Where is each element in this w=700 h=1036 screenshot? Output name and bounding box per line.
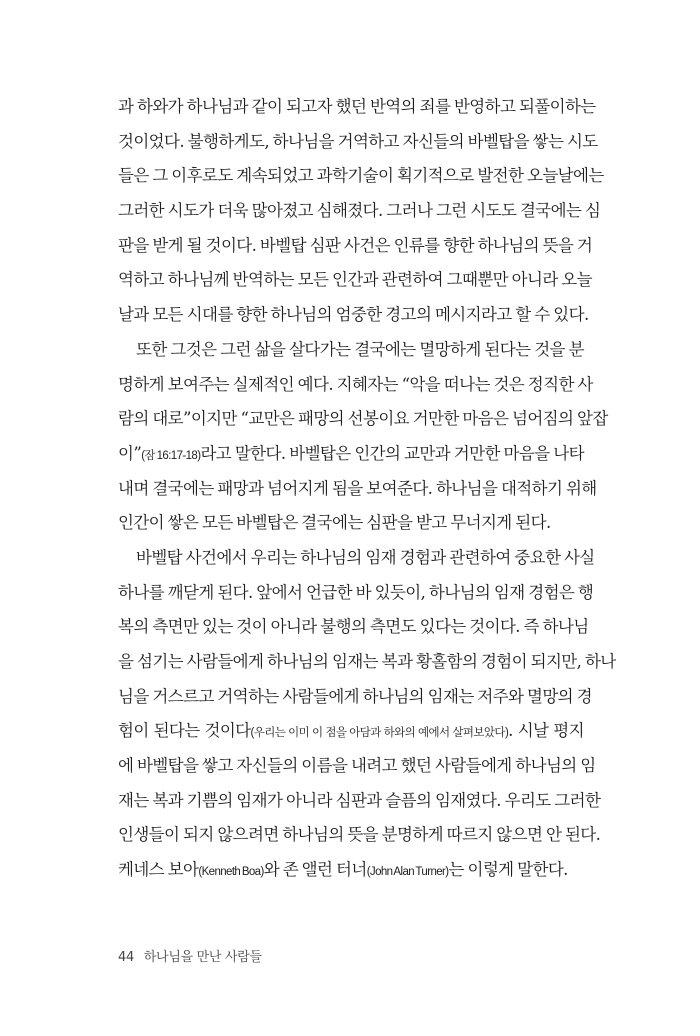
line-text: 험이 된다는 것이다 xyxy=(118,721,251,741)
text-line xyxy=(118,263,592,298)
text-line xyxy=(118,194,601,229)
text-line xyxy=(118,749,596,784)
text-line xyxy=(118,853,584,888)
text-line xyxy=(118,610,589,645)
text-line xyxy=(118,645,616,680)
body-text xyxy=(118,90,616,888)
text-line xyxy=(118,784,601,819)
line-text: 들은 그 이후로도 계속되었고 과학기술이 획기적으로 발전한 오늘날에는 xyxy=(118,166,604,186)
line-text: 또한 그것은 그런 삶을 살다가는 결국에는 멸망하게 된다는 것을 분 xyxy=(136,339,584,359)
text-line xyxy=(118,90,596,125)
text-line xyxy=(118,437,584,472)
line-text: 판을 받게 될 것이다. 바벨탑 심판 사건은 인류를 향한 하나님의 뜻을 거 xyxy=(118,235,593,255)
line-text: 그러한 시도가 더욱 많아졌고 심해졌다. 그러나 그런 시도도 결국에는 심 xyxy=(118,201,601,221)
line-text: 람의 대로”이지만 “교만은 패망의 선봉이요 거만한 마음은 넘어짐의 앞잡 xyxy=(118,409,608,429)
page-footer xyxy=(118,946,262,965)
line-text: 인간이 쌓은 모든 바벨탑은 결국에는 심판을 받고 무너지게 된다. xyxy=(118,513,551,533)
text-line xyxy=(118,125,598,160)
text-line xyxy=(118,680,592,715)
line-text: 님을 거스르고 거역하는 사람들에게 하나님의 임재는 저주와 멸망의 경 xyxy=(118,686,592,706)
page-number: 44 xyxy=(118,950,134,965)
line-text: . 시날 평지 xyxy=(508,721,584,741)
line-text: 것이었다. 불행하게도, 하나님을 거역하고 자신들의 바벨탑을 쌓는 시도 xyxy=(118,131,598,151)
text-line xyxy=(118,333,584,368)
text-line xyxy=(118,229,593,264)
text-line xyxy=(118,159,604,194)
text-line xyxy=(118,714,584,749)
line-text: 케네스 보아 xyxy=(118,860,199,880)
text-line xyxy=(118,506,584,541)
line-text: 과 하와가 하나님과 같이 되고자 했던 반역의 죄를 반영하고 되풀이하는 xyxy=(118,97,596,116)
text-line xyxy=(118,541,595,576)
line-text: 을 섬기는 사람들에게 하나님의 임재는 복과 황홀함의 경험이 되지만, 하나 xyxy=(118,652,616,671)
text-line xyxy=(118,402,608,437)
text-line xyxy=(118,576,594,611)
text-line xyxy=(118,818,601,853)
line-text: 에 바벨탑을 쌓고 자신들의 이름을 내려고 했던 사람들에게 하나님의 임 xyxy=(118,756,596,776)
inline-citation: (John Alan Turner) xyxy=(366,866,449,879)
inline-citation: (우리는 이미 이 점을 아담과 하와의 예에서 살펴보았다) xyxy=(250,727,509,740)
line-text: 복의 측면만 있는 것이 아니라 불행의 측면도 있다는 것이다. 즉 하나님 xyxy=(118,617,589,637)
line-text: 이” xyxy=(118,443,142,463)
line-text: 라고 말한다. 바벨탑은 인간의 교만과 거만한 마음을 나타 xyxy=(200,443,584,463)
line-text: 는 이렇게 말한다. xyxy=(448,860,568,880)
text-line xyxy=(118,472,597,507)
inline-citation: (Kenneth Boa) xyxy=(198,866,264,879)
line-text: 날과 모든 시대를 향한 하나님의 엄중한 경고의 메시지라고 할 수 있다. xyxy=(118,305,589,325)
line-text: 와 존 앨런 터너 xyxy=(263,860,367,880)
line-text: 내며 결국에는 패망과 넘어지게 됨을 보여준다. 하나님을 대적하기 위해 xyxy=(118,478,597,498)
line-text: 인생들이 되지 않으려면 하나님의 뜻을 분명하게 따르지 않으면 안 된다. xyxy=(118,825,601,845)
text-line xyxy=(118,298,589,333)
line-text: 바벨탑 사건에서 우리는 하나님의 임재 경험과 관련하여 중요한 사실 xyxy=(136,547,595,567)
inline-citation: (잠 16:17-18) xyxy=(141,449,201,462)
line-text: 역하고 하나님께 반역하는 모든 인간과 관련하여 그때뿐만 아니라 오늘 xyxy=(118,270,592,290)
book-title: 하나님을 만난 사람들 xyxy=(143,950,262,965)
line-text: 재는 복과 기쁨의 임재가 아니라 심판과 슬픔의 임재였다. 우리도 그러한 xyxy=(118,790,601,810)
line-text: 하나를 깨닫게 된다. 앞에서 언급한 바 있듯이, 하나님의 임재 경험은 행 xyxy=(118,582,594,602)
line-text: 명하게 보여주는 실제적인 예다. 지혜자는 “악을 떠나는 것은 정직한 사 xyxy=(118,374,593,394)
text-line xyxy=(118,368,593,403)
